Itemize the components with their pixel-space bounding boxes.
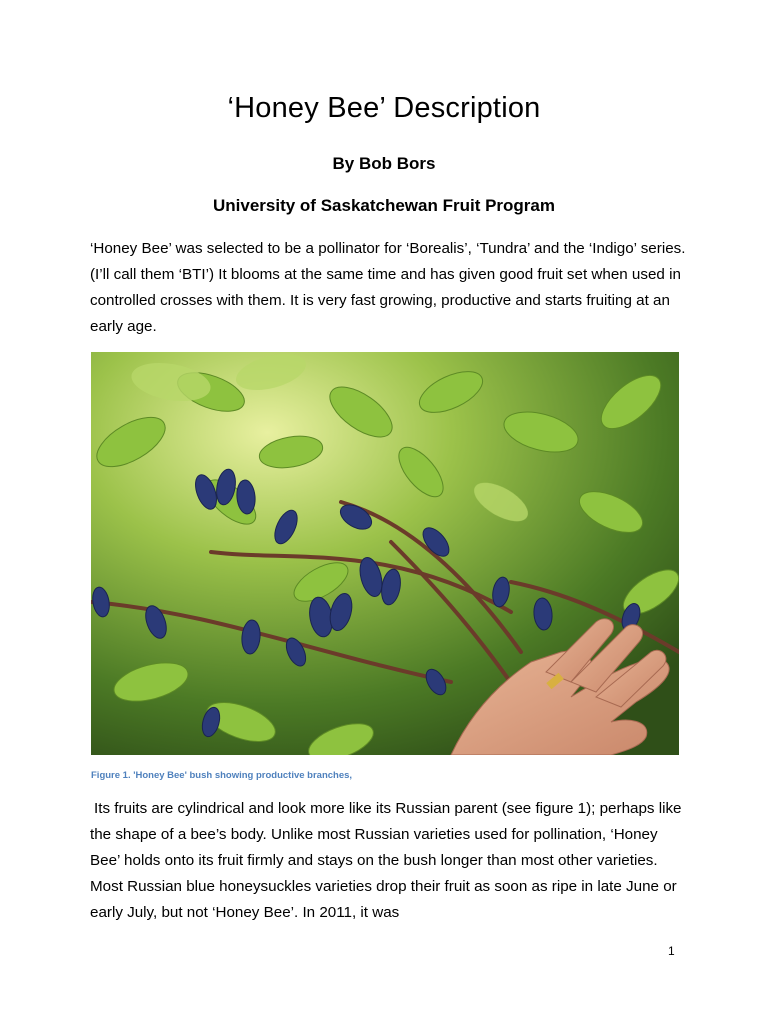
page-number: 1	[668, 944, 675, 958]
intro-paragraph: ‘Honey Bee’ was selected to be a pollinator for ‘Borealis’, ‘Tundra’ and the ‘Indigo’ series. (I’ll call them ‘BTI’) It blooms at the same time and has given good fruit set when used in controlled crosses with them. It is very fast growing, productive and starts fruiting at an early age.	[90, 240, 686, 335]
document-title: ‘Honey Bee’ Description	[227, 92, 541, 124]
affiliation-line: University of Saskatchewan Fruit Program	[213, 196, 555, 215]
author-line: By Bob Bors	[332, 154, 436, 173]
honey-bee-bush-photo	[91, 352, 679, 755]
figure-caption: Figure 1. 'Honey Bee' bush showing productive branches,	[91, 770, 353, 781]
body-paragraph: Its fruits are cylindrical and look more like its Russian parent (see figure 1); perhaps like the shape of a bee’s body. Unlike most Russian varieties used for pollination, ‘Honey Bee’ holds onto its fruit firmly and stays on the bush longer than most other varieties. Most Russian blue honeysuckles varieties drop their fruit as soon as ripe in late June or early July, but not ‘Honey Bee’. In 2011, it was	[90, 800, 682, 921]
